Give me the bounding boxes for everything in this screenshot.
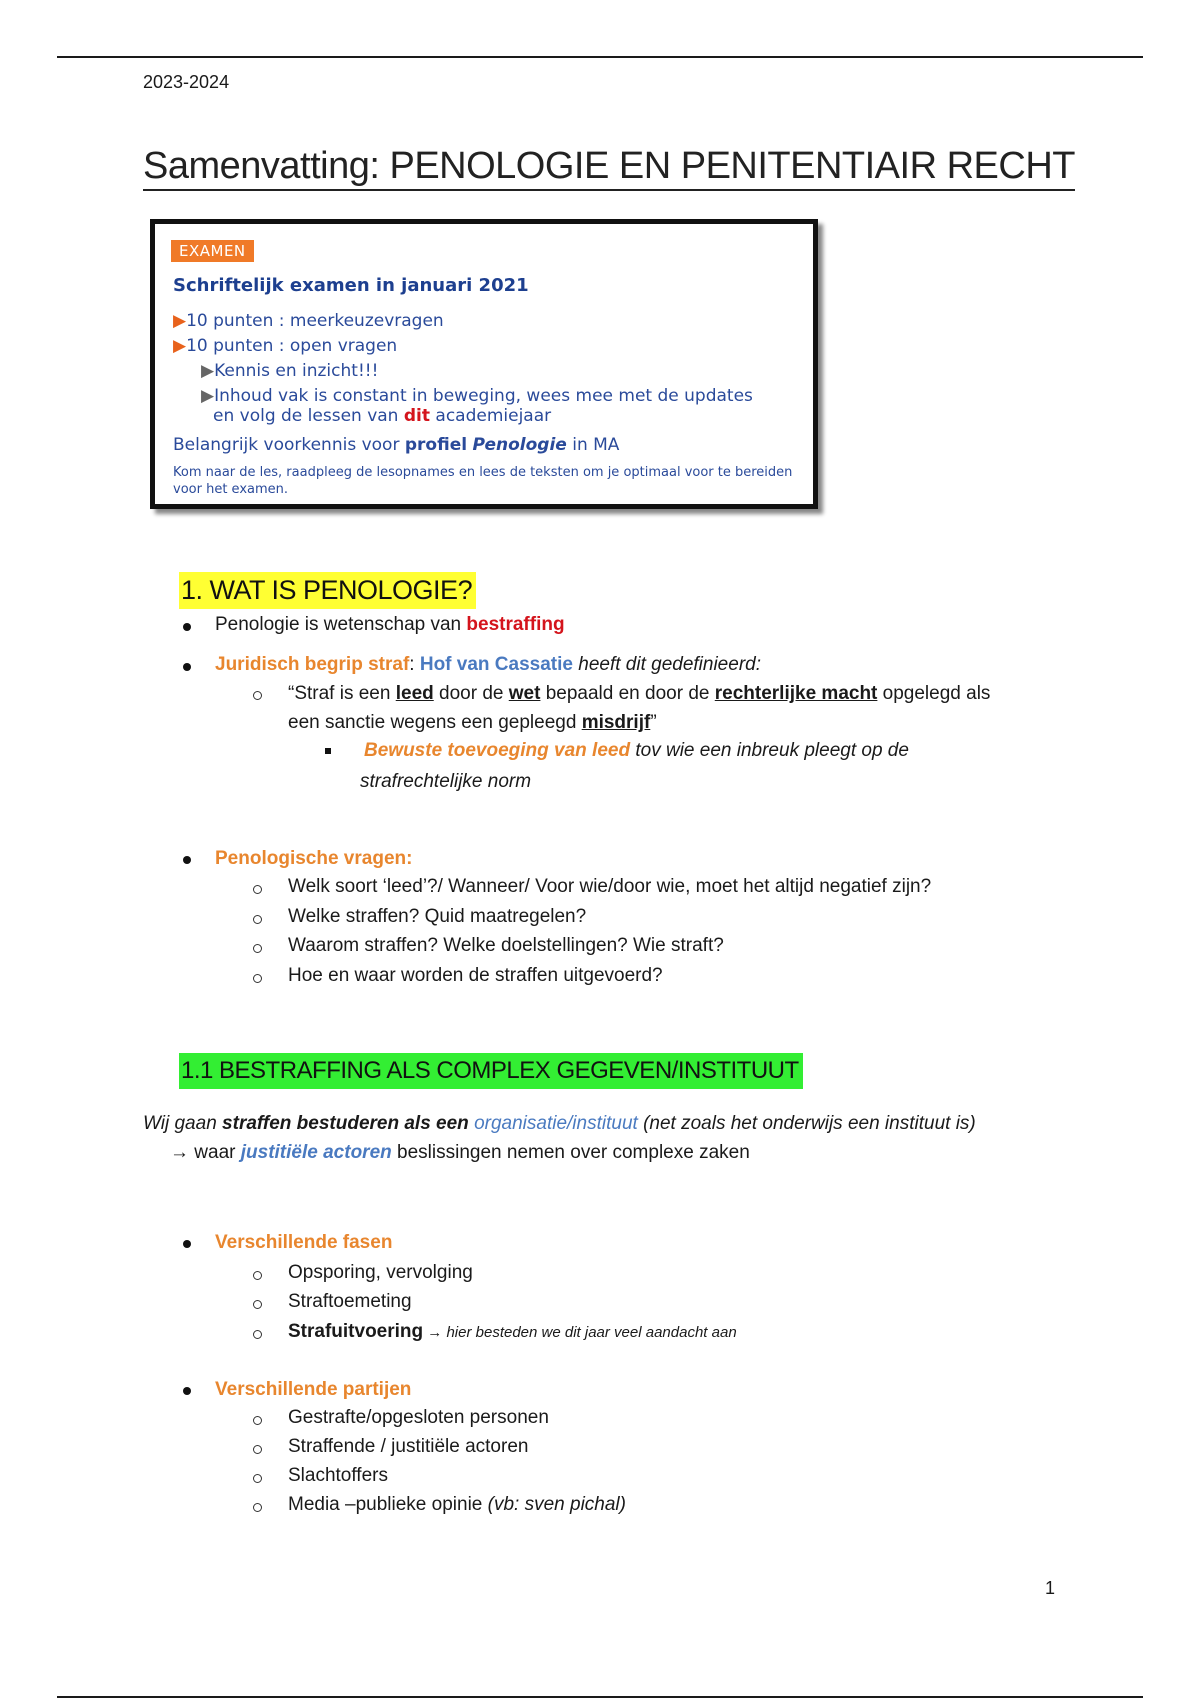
partij-item: Gestrafte/opgesloten personen — [288, 1407, 549, 1428]
exam-tag: EXAMEN — [171, 240, 254, 262]
triangle-bullet-icon: ▶ — [173, 311, 187, 331]
exam-line-open: ▶10 punten : open vragen — [173, 336, 398, 356]
circle-bullet-icon — [253, 1330, 262, 1339]
fase-item-strafuitvoering: Strafuitvoering → hier besteden we dit jaar veel aandacht aan — [288, 1321, 737, 1342]
exam-line-mc: ▶10 punten : meerkeuzevragen — [173, 311, 444, 331]
page-title: Samenvatting: PENOLOGIE EN PENITENTIAIR RECHT — [143, 145, 1075, 191]
section-1-1-heading: 1.1 BESTRAFFING ALS COMPLEX GEGEVEN/INSTITUUT — [179, 1053, 803, 1089]
exam-line-lessen: en volg de lessen van dit academiejaar — [213, 406, 552, 426]
bullet-penologische-vragen: Penologische vragen: — [215, 848, 413, 869]
circle-bullet-icon — [253, 1300, 262, 1309]
exam-line-kennis: ▶Kennis en inzicht!!! — [201, 361, 379, 381]
circle-bullet-icon — [253, 1474, 262, 1483]
circle-bullet-icon — [253, 1503, 262, 1512]
intro-paragraph-line2: → waar justitiële actoren beslissingen nemen over complexe zaken — [170, 1142, 750, 1163]
bullet-juridisch-begrip: Juridisch begrip straf: Hof van Cassatie heeft dit gedefinieerd: — [215, 654, 761, 675]
question-item: Welke straffen? Quid maatregelen? — [288, 906, 587, 927]
bullet-icon — [183, 663, 191, 671]
quote-straf-line1: “Straf is een leed door de wet bepaald en door de rechterlijke macht opgelegd als — [288, 683, 991, 704]
bullet-verschillende-fasen: Verschillende fasen — [215, 1232, 393, 1253]
fase-item: Straftoemeting — [288, 1291, 412, 1312]
exam-info-box — [150, 219, 818, 509]
bullet-verschillende-partijen: Verschillende partijen — [215, 1379, 412, 1400]
section-1-heading: 1. WAT IS PENOLOGIE? — [179, 572, 476, 609]
circle-bullet-icon — [253, 974, 262, 983]
bullet-icon — [183, 1387, 191, 1395]
question-item: Welk soort ‘leed’?/ Wanneer/ Voor wie/door wie, moet het altijd negatief zijn? — [288, 876, 932, 897]
bullet-penologie-def: Penologie is wetenschap van bestraffing — [215, 614, 565, 635]
intro-paragraph-line1: Wij gaan straffen bestuderen als een organisatie/instituut (net zoals het onderwijs een instituut is) — [143, 1113, 976, 1134]
partij-item: Slachtoffers — [288, 1465, 388, 1486]
fase-item: Opsporing, vervolging — [288, 1262, 473, 1283]
square-bullet-icon — [325, 748, 331, 754]
bottom-rule — [57, 1696, 1143, 1698]
bullet-icon — [183, 623, 191, 631]
question-item: Waarom straffen? Welke doelstellingen? Wie straft? — [288, 935, 724, 956]
exam-footnote: Kom naar de les, raadpleeg de lesopnames en lees de teksten om je optimaal voor te bereiden voor het examen. — [173, 465, 793, 497]
bullet-icon — [183, 856, 191, 864]
circle-bullet-icon — [253, 885, 262, 894]
exam-line-voorkennis: Belangrijk voorkennis voor profiel Penologie in MA — [173, 435, 620, 455]
circle-bullet-icon — [253, 691, 262, 700]
sub-bewuste-toevoeging: Bewuste toevoeging van leed tov wie een inbreuk pleegt op de — [364, 740, 909, 761]
circle-bullet-icon — [253, 915, 262, 924]
partij-item: Straffende / justitiële actoren — [288, 1436, 529, 1457]
exam-heading: Schriftelijk examen in januari 2021 — [173, 275, 529, 296]
partij-item-media: Media –publieke opinie (vb: sven pichal) — [288, 1494, 626, 1515]
circle-bullet-icon — [253, 1416, 262, 1425]
circle-bullet-icon — [253, 1445, 262, 1454]
page-number: 1 — [1045, 1578, 1056, 1598]
top-rule — [57, 56, 1143, 58]
circle-bullet-icon — [253, 1271, 262, 1280]
circle-bullet-icon — [253, 944, 262, 953]
exam-line-updates: ▶Inhoud vak is constant in beweging, wees mee met de updates — [201, 386, 753, 406]
triangle-bullet-icon: ▶ — [201, 386, 215, 406]
bullet-icon — [183, 1240, 191, 1248]
quote-straf-line2: een sanctie wegens een gepleegd misdrijf” — [288, 712, 657, 733]
school-year: 2023-2024 — [143, 72, 230, 92]
triangle-bullet-icon: ▶ — [173, 336, 187, 356]
sub-strafrechtelijke-norm: strafrechtelijke norm — [360, 771, 532, 792]
triangle-bullet-icon: ▶ — [201, 361, 215, 381]
question-item: Hoe en waar worden de straffen uitgevoerd? — [288, 965, 663, 986]
